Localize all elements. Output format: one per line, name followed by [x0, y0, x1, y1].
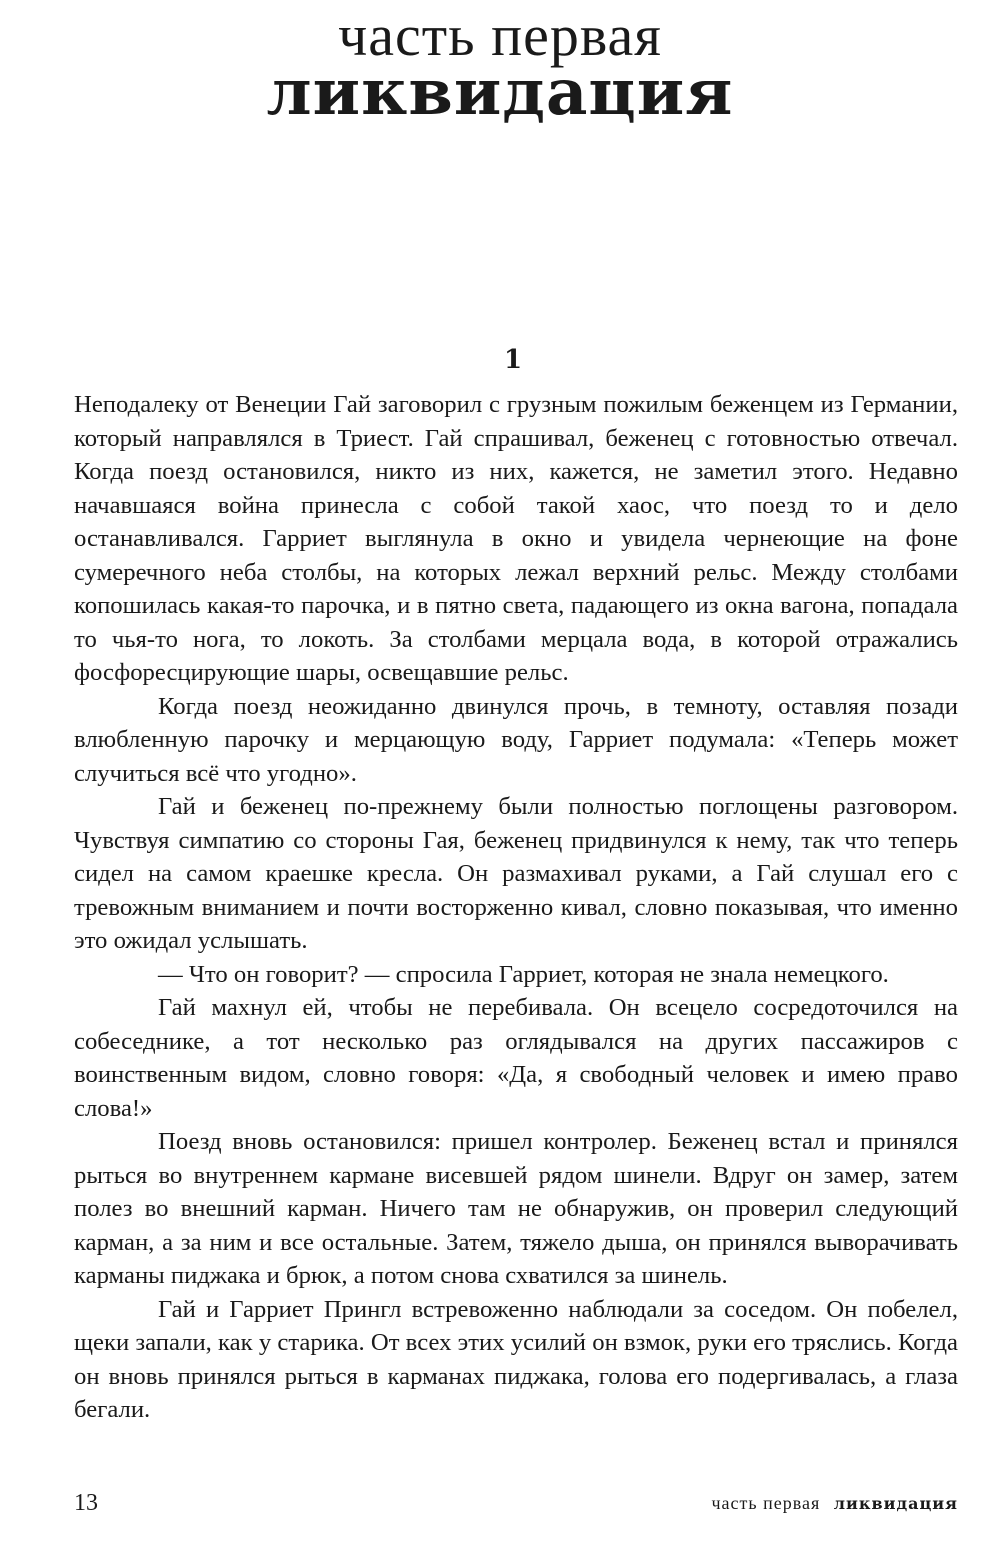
paragraph: — Что он говорит? — спросила Гарриет, которая не знала немецкого.	[158, 960, 889, 988]
paragraph: Поезд вновь остановился: пришел контролер. Беженец встал и принялся рыться во внутреннем кармане висевшей рядом шинели. Вдруг он замер, затем полез во внешний карман. Ничего там не обнаружив, он проверил следующий карман, а за ним и все остальные. Затем, тяжело дыша, он принялся выворачивать карманы пиджака и брюк, а потом снова схватился за шинель.	[74, 1128, 958, 1289]
chapter-number: 1	[503, 345, 523, 375]
chapter-text	[74, 388, 958, 1427]
paragraph: Гай и беженец по-прежнему были полностью поглощены разговором. Чувствуя симпатию со стороны Гая, беженец придвинулся к нему, так что теперь сидел на самом краешке кресла. Он размахивал руками, а Гай слушал его с тревожным вниманием и почти восторженно кивал, словно показывая, что именно это ожидал услышать.	[74, 793, 958, 954]
running-head	[712, 1485, 959, 1522]
part-label: часть первая	[338, 3, 662, 68]
paragraph: Неподалеку от Венеции Гай заговорил с грузным пожилым беженцем из Германии, который направлялся в Триест. Гай спрашивал, беженец с готовностью отвечал. Когда поезд остановился, никто из них, кажется, не заметил этого. Недавно начавшаяся война принесла с собой такой хаос, что поезд то и дело останавливался. Гарриет выглянула в окно и увидела чернеющие на фоне сумеречного неба столбы, на которых лежал верхний рельс. Между столбами копошилась какая-то парочка, и в пятно света, падающего из окна вагона, попадала то чья-то нога, то локоть. За столбами мерцала вода, в которой отражались фосфоресцирующие шары, освещавшие рельс.	[74, 391, 958, 686]
page-number: 13	[74, 1490, 98, 1516]
part-header	[0, 3, 1000, 130]
paragraph: Гай махнул ей, чтобы не перебивала. Он всецело сосредоточился на собеседнике, а тот несколько раз оглядывался на других пассажиров с воинственным видом, словно говоря: «Да, я свободный человек и имею право слова!»	[74, 994, 958, 1122]
running-head-part: часть первая	[711, 1493, 821, 1513]
part-title: ликвидация	[266, 55, 734, 130]
page-footer	[74, 1485, 958, 1525]
paragraph: Когда поезд неожиданно двинулся прочь, в темноту, оставляя позади влюбленную парочку и мерцающую воду, Гарриет подумала: «Теперь может случиться всё что угодно».	[74, 692, 958, 787]
paragraph: Гай и Гарриет Прингл встревоженно наблюдали за соседом. Он побелел, щеки запали, как у старика. От всех этих усилий он взмок, руки его тряслись. Когда он вновь принялся рыться в карманах пиджака, голова его подергивалась, а глаза бегали.	[74, 1295, 958, 1423]
running-head-title: ликвидация	[833, 1494, 958, 1513]
